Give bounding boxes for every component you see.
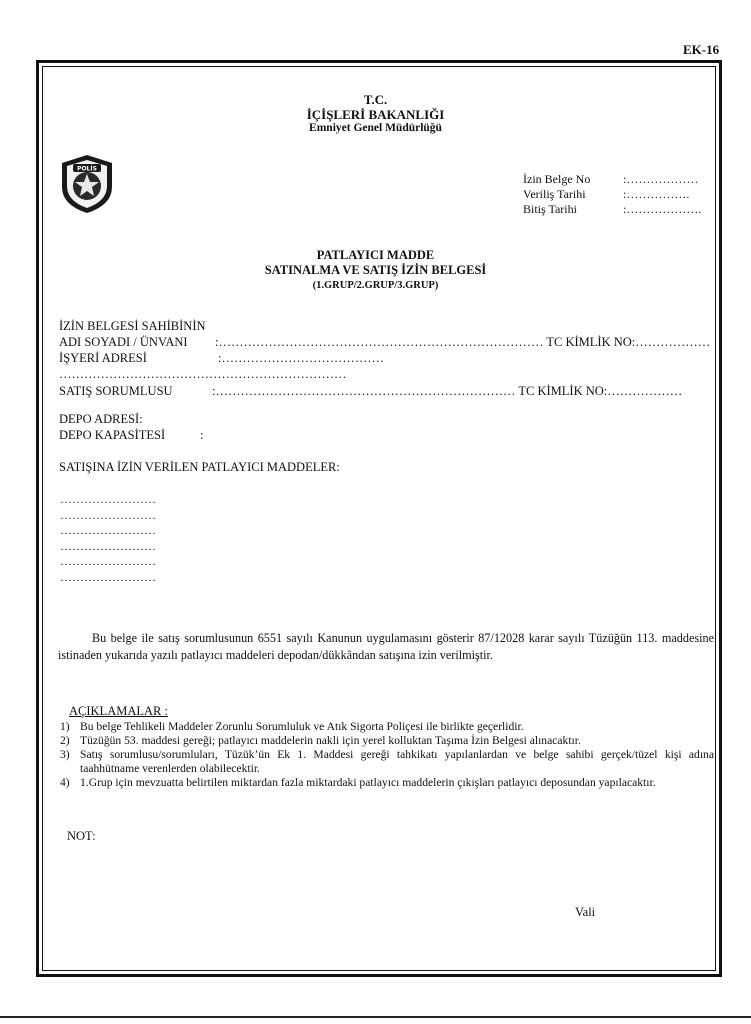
header-tc: T.C. xyxy=(363,92,388,107)
address-label: İŞYERİ ADRESİ xyxy=(59,351,147,365)
note-item xyxy=(60,720,714,734)
paragraph-text: Bu belge ile satış sorumlusunun 6551 sayılı Kanunun uygulamasını gösterir 87/12028 karar sayılı Tüzüğün 113. maddesine istinaden yukarıda yazılı patlayıcı maddeleri depodan/dükkândan satışına izin verilmiştir. xyxy=(58,631,714,662)
depot-capacity-field[interactable]: : xyxy=(200,428,204,442)
svg-text:POLİS: POLİS xyxy=(77,165,97,173)
note-number: 2) xyxy=(60,734,70,747)
list-item[interactable]: …………………… xyxy=(60,569,156,584)
note-item xyxy=(60,776,714,790)
document-subtitle: (1.GRUP/2.GRUP/3.GRUP) xyxy=(312,280,439,291)
allowed-materials-list xyxy=(60,492,156,585)
address-field[interactable]: :………………………………… xyxy=(218,351,384,365)
police-seal-icon xyxy=(56,153,118,215)
meta-label: Bitiş Tarihi xyxy=(523,202,577,216)
authorization-paragraph xyxy=(58,630,714,664)
meta-label: İzin Belge No xyxy=(523,172,591,186)
note-text: Tüzüğün 53. maddesi gereği; patlayıcı maddelerin nakli için yerel kolluktan Taşıma İzin Belgesi alınacaktır. xyxy=(80,734,581,747)
note-item xyxy=(60,734,714,748)
meta-row xyxy=(523,202,701,217)
list-item[interactable]: …………………… xyxy=(60,492,156,506)
list-item[interactable]: …………………… xyxy=(60,554,156,568)
depot-address-label: DEPO ADRESİ: xyxy=(59,412,143,426)
note-number: 3) xyxy=(60,748,70,761)
page-bottom-rule xyxy=(0,1016,751,1018)
not-label: NOT: xyxy=(67,829,96,843)
meta-value: :……………… xyxy=(623,172,699,186)
document-title-2: SATINALMA VE SATIŞ İZİN BELGESİ xyxy=(264,263,487,277)
list-item[interactable]: …………………… xyxy=(60,538,156,553)
sales-field[interactable]: :……………………………………………………………… TC KİMLİK NO:……………… xyxy=(212,384,683,398)
depot-capacity-label: DEPO KAPASİTESİ xyxy=(59,428,166,442)
header-directorate: Emniyet Genel Müdürlüğü xyxy=(309,122,442,134)
address-field-continued[interactable]: …………………………………………………………… xyxy=(59,367,347,381)
note-text: 1.Grup için mevzuatta belirtilen miktardan fazla miktardaki patlayıcı maddelerin çıkışları patlayıcı deposundan yapılacaktır. xyxy=(80,776,656,789)
header-ministry: İÇİŞLERİ BAKANLIĞI xyxy=(306,107,445,122)
name-field[interactable]: :…………………………………………………………………… TC KİMLİK NO:……………… xyxy=(215,335,711,349)
meta-label: Veriliş Tarihi xyxy=(523,187,586,201)
note-number: 4) xyxy=(60,776,70,789)
list-item[interactable]: …………………… xyxy=(60,523,156,537)
holder-heading: İZİN BELGESİ SAHİBİNİN xyxy=(59,319,206,333)
sales-label: SATIŞ SORUMLUSU xyxy=(59,384,173,398)
meta-value: :………………. xyxy=(623,202,702,216)
meta-row xyxy=(523,187,701,202)
note-number: 1) xyxy=(60,720,70,733)
allowed-materials-heading: SATIŞINA İZİN VERİLEN PATLAYICI MADDELER: xyxy=(59,460,340,474)
note-item xyxy=(60,748,714,776)
signature-vali: Vali xyxy=(575,905,596,919)
list-item[interactable]: …………………… xyxy=(60,507,156,522)
document-title: PATLAYICI MADDE xyxy=(316,248,435,262)
explanations-section xyxy=(60,704,714,790)
meta-row xyxy=(523,172,701,187)
note-text: Bu belge Tehlikeli Maddeler Zorunlu Sorumluluk ve Atık Sigorta Poliçesi ile birlikte geçerlidir. xyxy=(80,720,524,733)
name-label: ADI SOYADI / ÜNVANI xyxy=(59,335,188,349)
meta-value: :……………. xyxy=(623,187,690,201)
permit-meta xyxy=(523,172,701,217)
annex-code: EK-16 xyxy=(683,42,720,57)
explanations-heading: AÇIKLAMALAR : xyxy=(69,704,168,718)
note-text: Satış sorumlusu/sorumluları, Tüzük’ün Ek 1. Maddesi gereği tahkikatı yapılanlardan ve belge sahibi gerçek/tüzel kişi adına taahhütname verenlerden olabilecektir. xyxy=(80,748,714,775)
